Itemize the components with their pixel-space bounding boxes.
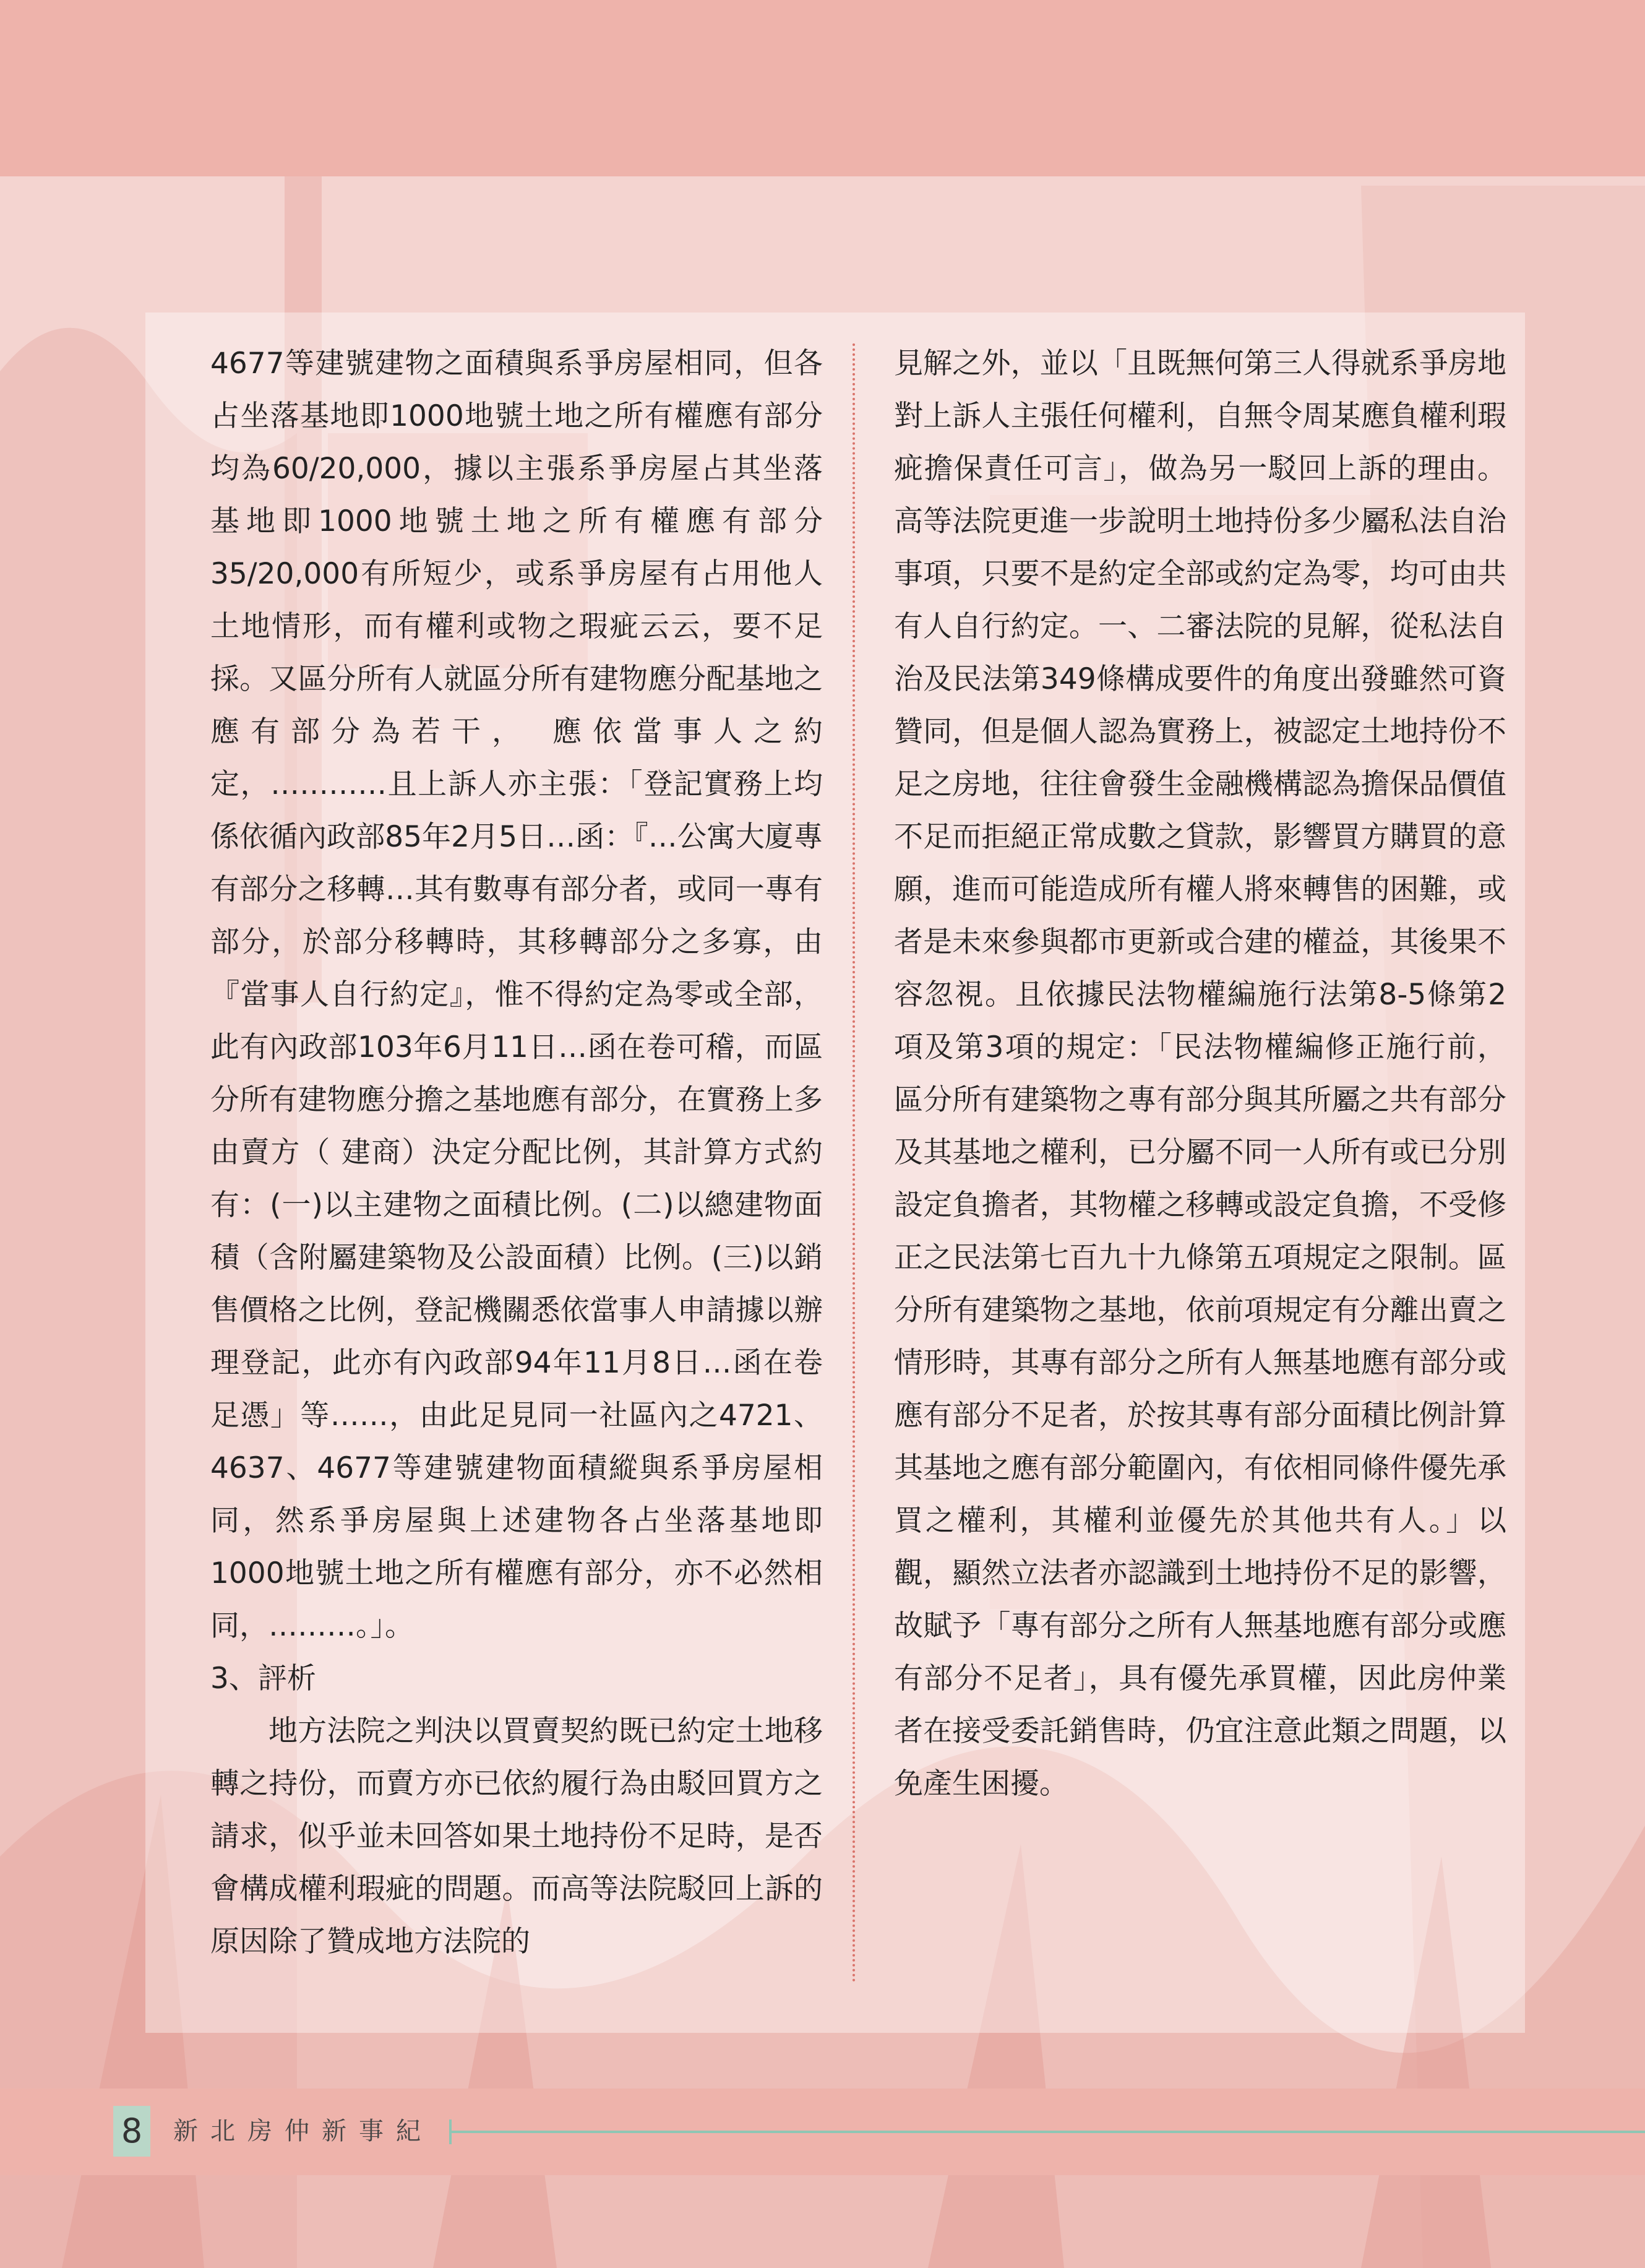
journal-name: 新北房仲新事紀 [173, 2117, 433, 2145]
paragraph-court-quote: 4677等建號建物之面積與系爭房屋相同，但各占坐落基地即1000地號土地之所有權應有部分均為60/20,000，據以主張系爭房屋占其坐落基地即1000地號土地之所有權應有部分35/20,000有所短少，或系爭房屋有占用他人土地情形，而有權利或物之瑕疵云云，要不足採。又區分所有人就區分所有建物應分配基地之應有部分為若干， 應依當事人之約定，…………且上訴人亦主張：「登記實務上均係依循內政部85年2月5日…函：『…公寓大廈專有部分之移轉…其有數專有部分者，或同一專有部分，於部分移轉時，其移轉部分之多寡，由『當事人自行約定』，惟不得約定為零或全部，此有內政部103年6月11日…函在卷可稽，而區分所有建物應分擔之基地應有部分，在實務上多由賣方（ 建商）決定分配比例，其計算方式約有：(一)以主建物之面積比例。(二)以總建物面積（含附屬建築物及公設面積）比例。(三)以銷售價格之比例，登記機關悉依當事人申請據以辦理登記，此亦有內政部94年11月8日…函在卷足憑」等……，由此足見同一社區內之4721、4637、4677等建號建物面積縱與系爭房屋相同，然系爭房屋與上述建物各占坐落基地即1000地號土地之所有權應有部分，亦不必然相同，………。」。 [210, 347, 823, 1643]
column-divider [853, 343, 855, 1983]
section-heading-analysis: 3、評析 [210, 1662, 316, 1696]
left-column [210, 337, 823, 1968]
footer-line [452, 2131, 1645, 2133]
paragraph-analysis-continued: 見解之外，並以「且既無何第三人得就系爭房地對上訴人主張任何權利，自無令周某應負權利瑕疵擔保責任可言」，做為另一駁回上訴的理由。高等法院更進一步說明土地持份多少屬私法自治事項，只要不是約定全部或約定為零，均可由共有人自行約定。一、二審法院的見解，從私法自治及民法第349條構成要件的角度出發雖然可資贊同，但是個人認為實務上，被認定土地持份不足之房地，往往會發生金融機構認為擔保品價值不足而拒絕正常成數之貸款，影響買方購買的意願，進而可能造成所有權人將來轉售的困難，或者是未來參與都市更新或合建的權益，其後果不容忽視。且依據民法物權編施行法第8-5條第2項及第3項的規定：「民法物權編修正施行前，區分所有建築物之專有部分與其所屬之共有部分及其基地之權利，已分屬不同一人所有或已分別設定負擔者，其物權之移轉或設定負擔，不受修正之民法第七百九十九條第五項規定之限制。區分所有建築物之基地，依前項規定有分離出賣之情形時，其專有部分之所有人無基地應有部分或應有部分不足者，於按其專有部分面積比例計算其基地之應有部分範圍內，有依相同條件優先承買之權利，其權利並優先於其他共有人。」以觀，顯然立法者亦認識到土地持份不足的影響，故賦予「專有部分之所有人無基地應有部分或應有部分不足者」，具有優先承買權，因此房仲業者在接受委託銷售時，仍宜注意此類之問題，以免產生困擾。 [894, 347, 1506, 1801]
paragraph-analysis: 地方法院之判決以買賣契約既已約定土地移轉之持份，而賣方亦已依約履行為由駁回買方之請求，似乎並未回答如果土地持份不足時，是否會構成權利瑕疵的問題。而高等法院駁回上訴的原因除了贊成地方法院的 [210, 1714, 823, 1959]
top-header-band [0, 0, 1645, 176]
page-number: 8 [113, 2106, 150, 2157]
right-column [894, 337, 1506, 1810]
